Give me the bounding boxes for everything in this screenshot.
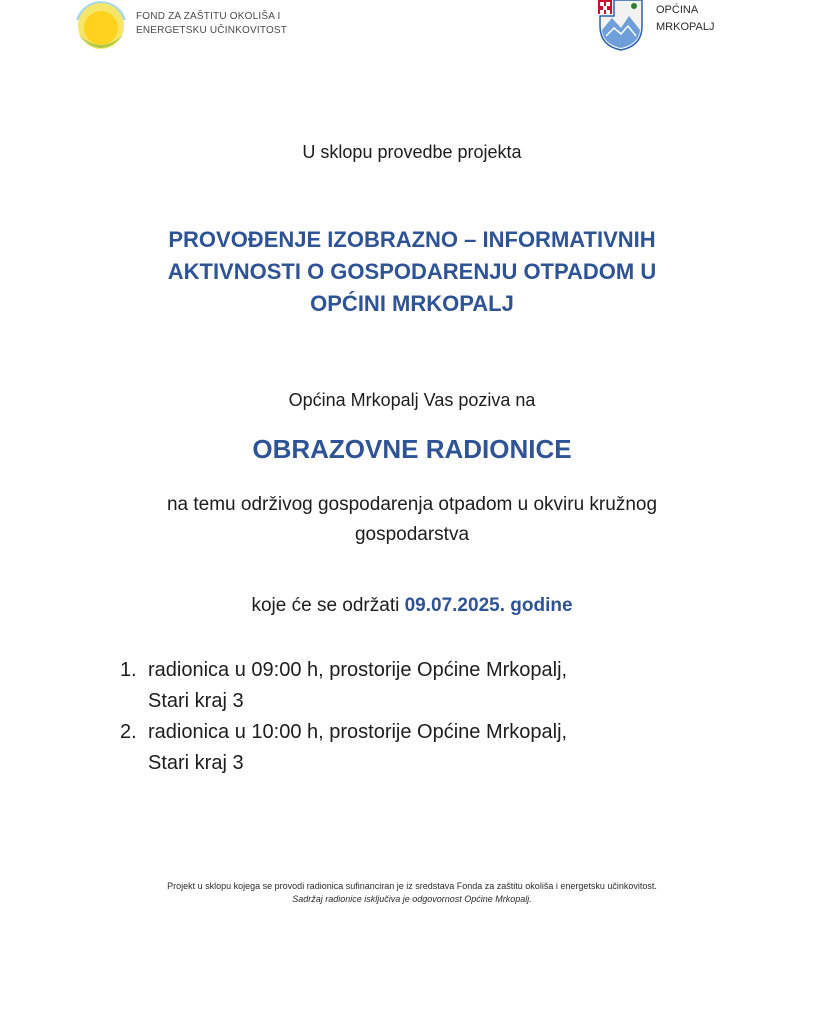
project-title-line: OPĆINI MRKOPALJ	[310, 291, 514, 316]
session-list	[120, 655, 740, 779]
fund-sun-logo-icon	[72, 0, 130, 56]
list-item-line: Stari kraj 3	[148, 752, 244, 774]
project-title-line: AKTIVNOSTI O GOSPODARENJU OTPADOM U	[167, 259, 657, 284]
event-heading: OBRAZOVNE RADIONICE	[252, 434, 572, 464]
coat-of-arms-icon	[596, 0, 648, 52]
list-item-line: Stari kraj 3	[148, 690, 244, 712]
date-line	[0, 595, 824, 617]
municipality-logo-text-line2: MRKOPALJ	[656, 21, 715, 33]
list-item	[120, 717, 740, 779]
intro-text: U sklopu provedbe projekta	[302, 142, 522, 162]
date-prefix: koje će se održati	[251, 595, 405, 616]
list-item	[120, 655, 740, 717]
project-title	[0, 224, 824, 320]
footer-note	[0, 880, 824, 906]
fund-logo	[72, 0, 312, 56]
list-item-number: 2.	[120, 721, 137, 743]
footer-disclaimer: Sadržaj radionice isključiva je odgovornost Općine Mrkopalj.	[292, 894, 532, 904]
topic-line: na temu održivog gospodarenja otpadom u okviru kružnog	[166, 494, 658, 515]
invite-text: Općina Mrkopalj Vas poziva na	[288, 390, 536, 410]
event-date: 09.07.2025. godine	[404, 595, 573, 616]
list-item-number: 1.	[120, 659, 137, 681]
footer-line: Projekt u sklopu kojega se provodi radionica sufinanciran je iz sredstava Fonda za zaštitu okoliša i energetsku učinkovitost.	[167, 881, 657, 891]
list-item-line: radionica u 10:00 h, prostorije Općine Mrkopalj,	[148, 721, 568, 743]
municipality-logo	[596, 0, 736, 56]
project-title-line: PROVOĐENJE IZOBRAZNO – INFORMATIVNIH	[168, 227, 656, 252]
topic-line: gospodarstva	[354, 524, 470, 545]
municipality-logo-text-line1: OPĆINA	[656, 4, 699, 16]
list-item-line: radionica u 09:00 h, prostorije Općine Mrkopalj,	[148, 659, 568, 681]
topic-text	[100, 490, 724, 550]
fund-logo-text-line1: FOND ZA ZAŠTITU OKOLIŠA I	[136, 11, 281, 22]
fund-logo-text-line2: ENERGETSKU UČINKOVITOST	[136, 25, 288, 36]
